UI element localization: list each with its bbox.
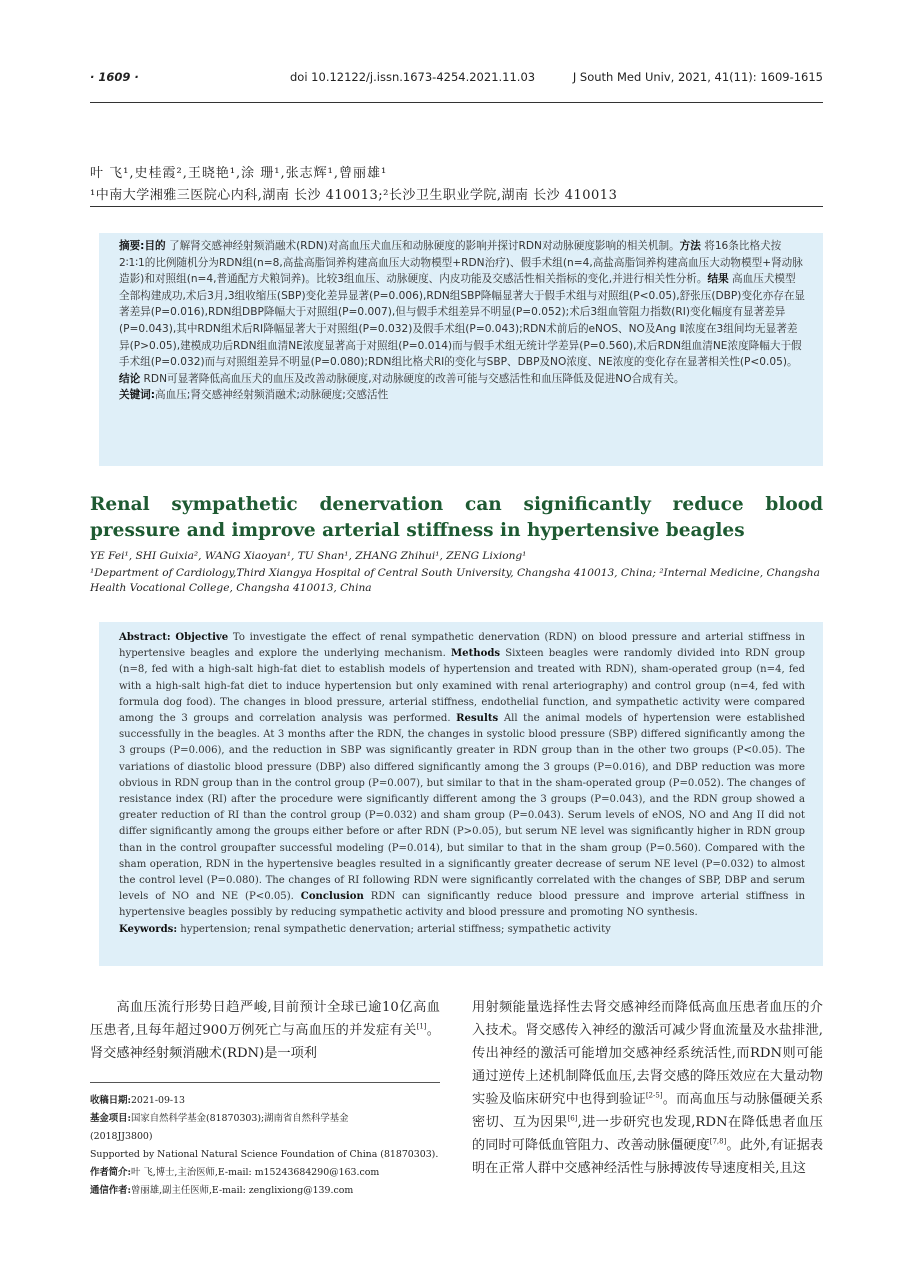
page-number: · 1609 · [90,70,139,84]
cn-authors: 叶 飞¹,史桂霞²,王晓艳¹,涂 珊¹,张志辉¹,曾丽雄¹ [90,166,388,181]
cn-results: 高血压犬模型全部构建成功,术后3月,3组收缩压(SBP)变化差异显著(P=0.006),RDN组SBP降幅显著大于假手术组与对照组(P<0.05),舒张压(DBP)变化亦存在显著差异(P=0.016),RDN组DBP降幅大于对照组(P=0.007),但与假手术组差异不明显(P=0.052);术后3组血管阻力指数(RI)变化幅度有显著差异(P=0.043),其中RDN组术后RI降幅显著大于对照组(P=0.032)及假手术组(P=0.043);RDN术前后的eNOS、NO及Ang Ⅱ浓度在3组间均无显著差异(P>0.05),建模成功后RDN组血清NE浓度显著高于对照组(P=0.014)而与假手术组无统计学差异(P=0.560),术后RDN组血清NE浓度降幅大于假手术组(P=0.032)而与对照组差异不明显(P=0.080);RDN组比格犬RI的变化与SBP、DBP及NO浓度、NE浓度的变化存在显著相关性(P<0.05)。 [119,273,806,369]
en-authors: YE Fei¹, SHI Guixia², WANG Xiaoyan¹, TU Shan¹, ZHANG Zhihui¹, ZENG Lixiong¹ [90,550,527,562]
en-methods: Sixteen beagles were randomly divided into RDN group (n=8, fed with a high-salt high-fat diet to establish models of hypertension and treated with RDN), sham-operated group (n=4, fed with a high-salt high-fat diet to induce hypertension but only examined with renal arteriography) and control group (n=4, fed with formula dog food). The changes in blood pressure, arterial stiffness, endothelial function, and sympathetic activity were compared among the 3 groups and correlation analysis was performed. [119,648,805,725]
body-text: 。此外,有证据表明在正常人群中交感神经活性与脉搏波传导速度相关,且这 [472,1138,824,1176]
author-value[interactable]: 叶 飞,博士,主治医师,E-mail: m15243684290@163.com [130,1167,380,1178]
cn-objective: 了解肾交感神经射频消融术(RDN)对高血压犬血压和动脉硬度的影响并探讨RDN对动脉硬度影响的相关机制。 [165,240,680,252]
body-left-column [90,996,440,1065]
en-objective-label: Objective [175,632,229,643]
author-label: 作者简介: [90,1167,131,1178]
en-conclusion-label: Conclusion [300,891,364,903]
cn-affiliations: ¹中南大学湘雅三医院心内科,湖南 长沙 410013;²长沙卫生职业学院,湖南 长沙 410013 [90,184,823,207]
en-objective: To investigate the effect of renal sympathetic denervation (RDN) on blood pressure and arterial stiffness in hypertensive beagles and explore the underlying mechanism. [119,632,805,660]
cn-keywords [119,387,805,404]
en-results-label: Results [456,713,499,725]
en-keywords [119,922,805,938]
en-keywords-text: hypertension; renal sympathetic denervation; arterial stiffness; sympathetic activity [177,923,611,935]
funding-cont: (2018JJ3800) [90,1131,153,1142]
footnotes [90,1092,440,1200]
en-abstract-label: Abstract: [119,632,171,643]
body-paragraph [472,996,823,1180]
cn-keywords-text: 高血压;肾交感神经射频消融术;动脉硬度;交感活性 [155,389,389,402]
body-text: 高血压流行形势日趋严峻,目前预计全球已逾10亿高血压患者,且每年超过900万例死亡与高血压的并发症有关 [90,1000,440,1038]
author-info [90,1164,440,1182]
cn-methods: 将16条比格犬按2∶1∶1的比例随机分为RDN组(n=8,高盐高脂饲养构建高血压大动物模型+RDN治疗)、假手术组(n=4,高盐高脂饲养构建高血压大动物模型+肾动脉造影)和对照组(n=4,普通配方犬粮饲养)。比较3组血压、动脉硬度、内皮功能及交感活性相关指标的变化,并进行相关性分析。 [119,240,803,286]
cn-methods-label: 方法 [679,240,701,252]
cn-keywords-label: 关键词: [119,389,156,402]
citation-ref[interactable]: [6] [567,1114,578,1123]
cn-abstract-text [119,238,805,387]
article-title: Renal sympathetic denervation can significantly reduce blood pressure and improve arterial stiffness in hypertensive beagles [90,494,823,541]
doi[interactable]: doi 10.12122/j.issn.1673-4254.2021.11.03 [290,70,536,84]
citation-ref[interactable]: [2-5] [645,1091,663,1100]
running-header [90,70,823,103]
en-abstract-box [99,622,823,966]
en-conclusion: RDN can significantly reduce blood pressure and improve arterial stiffness in hypertensive beagles possibly by reducing sympathetic activity and blood pressure and promoting NO synthesis. [119,891,806,919]
funding-value: 国家自然科学基金(81870303);湖南省自然科学基金 [130,1113,349,1124]
cn-conclusion-label: 结论 [119,372,141,385]
received-date [90,1092,440,1110]
body-right-column [472,996,823,1180]
funding-label: 基金项目: [90,1113,131,1124]
en-results: All the animal models of hypertension were established successfully in the beagles. At 3 months after the RDN, the changes in systolic blood pressure (SBP) differed significantly among the 3 groups (P=0.006), and the reduction in SBP was significantly greater in RDN group than in the other two groups (P<0.05). The variations of diastolic blood pressure (DBP) also differed significantly among the 3 groups (P=0.016), and DBP reduction was more obvious in RDN group than in the control group (P=0.007), but similar to that in the sham-operated group (P=0.052). The changes of resistance index (RI) after the procedure were significantly different among the 3 groups (P=0.043), and the RDN group showed a greater reduction of RI than the control group (P=0.032) and sham group (P=0.043). Serum levels of eNOS, NO and Ang II did not differ significantly among the groups either before or after RDN (P>0.05), but serum NE level was significantly higher in RDN group than in the control groupafter successful modeling (P=0.014), but similar to that in the sham group (P=0.560). Compared with the sham operation, RDN in the hypertensive beagles resulted in a significantly greater decrease of serum NE level (P=0.032) to almost the control level (P=0.080). The changes of RI following RDN were significantly correlated with the changes of SBP, DBP and serum levels of NO and NE (P<0.05). [119,713,805,903]
supported-by: Supported by National Natural Science Foundation of China (81870303). [90,1149,439,1160]
cn-abstract-label: 摘要: [119,240,145,252]
corr-label: 通信作者: [90,1185,131,1196]
en-abstract-text [119,630,805,922]
received-value: 2021-09-13 [130,1095,186,1106]
cn-results-label: 结果 [707,273,729,286]
body-text: 用射频能量选择性去肾交感神经而降低高血压患者血压的介入技术。肾交感传入神经的激活可减少肾血流量及水盐排泄,传出神经的激活可能增加交感神经系统活性,而RDN则可能通过逆传上述机制降低血压,去肾交感的降压效应在大量动物实验及临床研究中也得到验证 [472,1000,823,1107]
citation-ref[interactable]: [1] [416,1022,427,1031]
body-text: ,进一步研究也发现,RDN在降低患者血压的同时可降低血管阻力、改善动脉僵硬度 [472,1115,823,1153]
received-label: 收稿日期: [90,1095,131,1106]
en-affiliations: ¹Department of Cardiology,Third Xiangya Hospital of Central South University, Changsha 410013, China; ²Internal Medicine, Changsha Health Vocational College, Changsha 410013, China [90,567,820,594]
corresponding-author [90,1182,440,1200]
en-keywords-label: Keywords: [119,923,178,935]
journal-citation: J South Med Univ, 2021, 41(11): 1609-1615 [572,70,823,84]
footnote-divider [90,1082,440,1083]
funding [90,1110,440,1128]
cn-objective-label: 目的 [144,240,166,252]
corr-value[interactable]: 曾丽雄,副主任医师,E-mail: zenglixiong@139.com [130,1185,354,1196]
cn-conclusion: RDN可显著降低高血压犬的血压及改善动脉硬度,对动脉硬度的改善可能与交感活性和血压降低及促进NO合成有关。 [140,372,685,385]
citation-ref[interactable]: [7,8] [709,1137,727,1146]
body-paragraph [90,996,440,1065]
body-text: 。肾交感神经射频消融术(RDN)是一项利 [90,1023,440,1061]
body-text: 。而高血压与动脉僵硬关系密切、互为因果 [472,1092,824,1130]
cn-abstract-box [99,233,823,466]
en-methods-label: Methods [451,648,501,660]
